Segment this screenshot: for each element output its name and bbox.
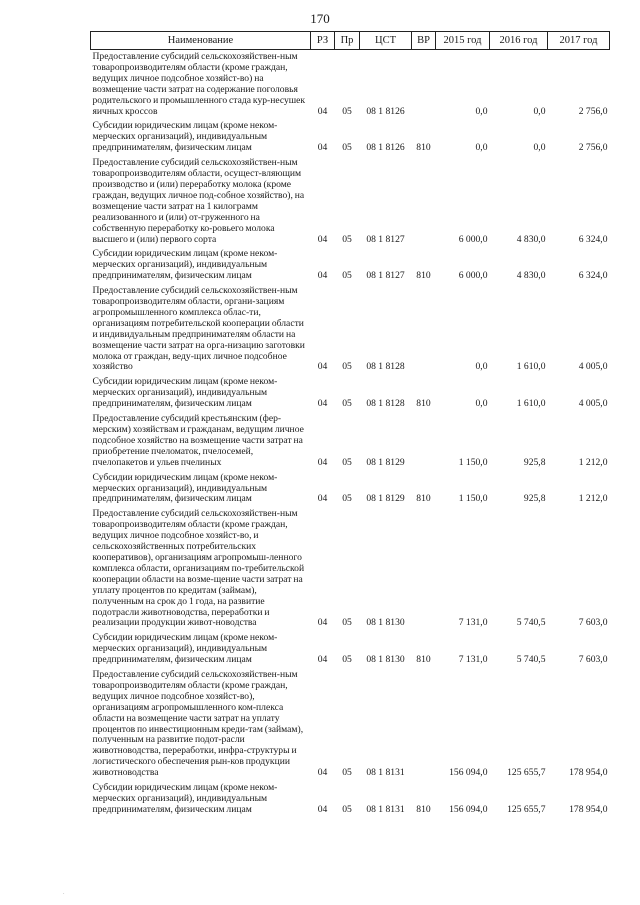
cell-vr: [412, 284, 436, 375]
table-row: [91, 471, 610, 508]
cell-name: Субсидии юридическим лицам (кроме неком-мерческих организаций), индивидуальным предпринимателям, физическим лицам: [92, 782, 278, 815]
cell-rz: 04: [317, 105, 328, 117]
cell-y2017: 178 954,0: [569, 767, 608, 779]
header-2016: 2016 год: [490, 32, 548, 50]
cell-pr: 05: [342, 617, 352, 629]
cell-rz: 04: [317, 767, 328, 779]
cell-name: Субсидии юридическим лицам (кроме неком-мерческих организаций), индивидуальным предпринимателям, физическим лицам: [92, 632, 278, 666]
cell-y2017: 6 324,0: [578, 270, 608, 282]
cell-pr: 05: [342, 803, 352, 815]
cell-vr: 810: [416, 270, 431, 282]
corner-mark: .: [63, 890, 65, 896]
cell-pr: 05: [342, 767, 352, 779]
cell-y2017: 178 954,0: [569, 803, 608, 815]
cell-rz: 04: [317, 270, 328, 282]
cell-y2015: 7 131,0: [458, 654, 488, 666]
cell-cst: 08 1 8129: [366, 493, 405, 505]
header-2017: 2017 год: [548, 32, 610, 50]
table-row: [91, 284, 610, 375]
table-row: [91, 668, 610, 781]
cell-vr: 810: [416, 142, 431, 154]
cell-y2016: 0,0: [533, 105, 546, 117]
cell-y2015: 0,0: [475, 398, 488, 410]
cell-y2017: 4 005,0: [578, 361, 608, 373]
cell-vr: [412, 50, 436, 120]
cell-y2015: 6 000,0: [458, 233, 488, 245]
cell-cst: 08 1 8127: [366, 233, 405, 245]
table-row: [91, 119, 610, 156]
cell-rz: 04: [317, 361, 328, 373]
cell-y2016: 4 830,0: [516, 233, 546, 245]
cell-cst: 08 1 8126: [366, 105, 405, 117]
cell-rz: 04: [317, 398, 328, 410]
cell-name: Предоставление субсидий сельскохозяйствен-ным товаропроизводителям области (кроме граждан, ведущих личное подсобное хозяйст-во) на возмещение части затрат на содержание поголовья родительского и промышленного стада кур-несушек яичных кроссов: [92, 51, 306, 117]
table-row: [91, 50, 610, 120]
header-pr: Пр: [335, 32, 360, 50]
cell-y2016: 1 610,0: [516, 398, 546, 410]
page-number: 170: [310, 11, 330, 26]
cell-cst: 08 1 8129: [366, 456, 405, 468]
cell-y2017: 7 603,0: [578, 654, 608, 666]
cell-y2016: 5 740,5: [516, 654, 546, 666]
table-row: [91, 412, 610, 471]
cell-pr: 05: [342, 233, 352, 245]
header-2015: 2015 год: [436, 32, 490, 50]
cell-vr: 810: [416, 654, 431, 666]
table-row: [91, 247, 610, 284]
cell-cst: 08 1 8130: [366, 654, 405, 666]
cell-y2017: 2 756,0: [578, 142, 608, 154]
cell-name: Субсидии юридическим лицам (кроме неком-мерческих организаций), индивидуальным предпринимателям, физическим лицам: [92, 471, 278, 505]
cell-pr: 05: [342, 493, 352, 505]
cell-cst: 08 1 8128: [366, 361, 405, 373]
cell-name: Предоставление субсидий сельскохозяйствен-ным товаропроизводителям области, органи-зациям агропромышленного комплекса облас-ти, организациям потребительской кооперации области и индивидуальным предпринимателям области на возмещение части затрат на орга-низацию заготовки молока от граждан, веду-щих личное подсобное хозяйство: [92, 285, 305, 373]
cell-name: Предоставление субсидий сельскохозяйствен-ным товаропроизводителям области, осущест-вляющим производство и (или) переработку молока (кроме граждан, ведущих личное под-собное хозяйство), на возмещение части затрат на 1 килограмм реализованного и (или) от-груженного на собственную переработку ко-ровьего молока высшего и (или) первого сорта: [92, 157, 305, 245]
cell-rz: 04: [317, 654, 328, 666]
cell-vr: [412, 412, 436, 471]
cell-y2016: 125 655,7: [507, 803, 546, 815]
cell-pr: 05: [342, 361, 352, 373]
cell-rz: 04: [317, 142, 328, 154]
cell-y2016: 925,8: [523, 456, 546, 468]
cell-name: Субсидии юридическим лицам (кроме неком-мерческих организаций), индивидуальным предпринимателям, физическим лицам: [92, 376, 278, 410]
cell-y2015: 156 094,0: [449, 803, 488, 815]
cell-y2015: 0,0: [475, 105, 488, 117]
cell-y2015: 7 131,0: [458, 617, 488, 629]
table-row: [91, 375, 610, 412]
cell-cst: 08 1 8128: [366, 398, 405, 410]
cell-y2015: 0,0: [475, 361, 488, 373]
cell-vr: [412, 507, 436, 631]
cell-y2016: 925,8: [523, 493, 546, 505]
cell-rz: 04: [317, 617, 328, 629]
cell-cst: 08 1 8131: [366, 803, 405, 815]
cell-name: Субсидии юридическим лицам (кроме неком-мерческих организаций), индивидуальным предпринимателям, физическим лицам: [92, 120, 278, 154]
cell-y2017: 7 603,0: [578, 617, 608, 629]
cell-name: Предоставление субсидий сельскохозяйствен-ным товаропроизводителям области (кроме граждан, ведущих личное подсобное хозяйст-во, и сельскохозяйственных потребительских кооперативов), организациям агропромыш-ленного комплекса области, организациям по-требительской кооперации области на возме-щение части затрат на уплату процентов по кредитам (займам), полученным на срок до 1 года, на развитие подотрасли животноводства, переработки и реализации продукции живот-новодства: [92, 508, 305, 629]
table-row: [91, 156, 610, 247]
cell-cst: 08 1 8131: [366, 767, 405, 779]
header-rz: РЗ: [311, 32, 335, 50]
cell-y2015: 1 150,0: [458, 493, 488, 505]
cell-name: Предоставление субсидий крестьянским (фер-мерским) хозяйствам и гражданам, ведущим личное подсобное хозяйство на возмещение части затрат на приобретение пчеломаток, пчелосемей, пчелопакетов и ульев пчелиных: [92, 413, 304, 468]
cell-y2017: 4 005,0: [578, 398, 608, 410]
cell-pr: 05: [342, 456, 352, 468]
cell-y2017: 1 212,0: [578, 456, 608, 468]
cell-pr: 05: [342, 105, 352, 117]
table-row: [91, 631, 610, 668]
cell-y2015: 6 000,0: [458, 270, 488, 282]
cell-y2015: 156 094,0: [449, 767, 488, 779]
cell-vr: 810: [416, 493, 431, 505]
cell-y2017: 1 212,0: [578, 493, 608, 505]
cell-name: Предоставление субсидий сельскохозяйствен-ным товаропроизводителям области (кроме граждан, ведущих личное подсобное хозяйст-во), организациям агропромышленного ком-плекса области на возмещение части затрат на уплату процентов по инвестиционным креди-там (займам), полученным на развитие подот-расли животноводства, переработки, инфра-структуры и логистического обеспечения рын-ков продукции животноводства: [92, 669, 304, 779]
cell-vr: [412, 156, 436, 247]
cell-y2016: 5 740,5: [516, 617, 546, 629]
cell-rz: 04: [317, 493, 328, 505]
cell-name: Субсидии юридическим лицам (кроме неком-мерческих организаций), индивидуальным предпринимателям, физическим лицам: [92, 248, 278, 282]
header-name: Наименование: [91, 32, 311, 50]
cell-y2016: 125 655,7: [507, 767, 546, 779]
cell-y2017: 6 324,0: [578, 233, 608, 245]
cell-pr: 05: [342, 270, 352, 282]
table-row: [91, 781, 610, 818]
cell-vr: 810: [416, 803, 431, 815]
cell-y2016: 0,0: [533, 142, 546, 154]
cell-y2016: 1 610,0: [516, 361, 546, 373]
header-cst: ЦСТ: [360, 32, 412, 50]
cell-cst: 08 1 8126: [366, 142, 405, 154]
table-row: [91, 507, 610, 631]
table-header-row: [91, 32, 610, 50]
cell-cst: 08 1 8127: [366, 270, 405, 282]
cell-pr: 05: [342, 398, 352, 410]
cell-pr: 05: [342, 142, 352, 154]
cell-rz: 04: [317, 233, 328, 245]
cell-y2017: 2 756,0: [578, 105, 608, 117]
cell-y2015: 0,0: [475, 142, 488, 154]
cell-vr: [412, 668, 436, 781]
cell-rz: 04: [317, 803, 328, 815]
cell-cst: 08 1 8130: [366, 617, 405, 629]
cell-y2016: 4 830,0: [516, 270, 546, 282]
budget-table: [90, 31, 610, 818]
cell-pr: 05: [342, 654, 352, 666]
header-vr: ВР: [412, 32, 436, 50]
cell-y2015: 1 150,0: [458, 456, 488, 468]
cell-rz: 04: [317, 456, 328, 468]
cell-vr: 810: [416, 398, 431, 410]
